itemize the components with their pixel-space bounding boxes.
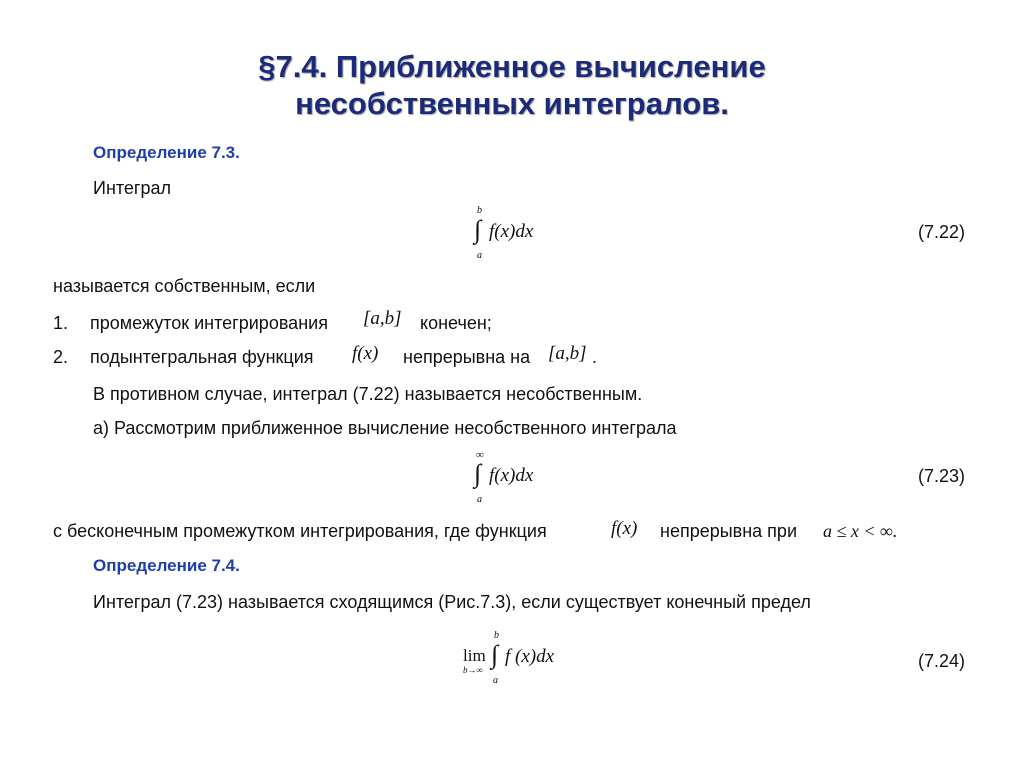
eq-7-24-lim-subscript: b→∞ — [463, 665, 483, 675]
eq-number-7-24: (7.24) — [918, 651, 966, 671]
item-2-text: подынтегральная функция — [90, 347, 314, 367]
item-1-interval: [a,b] — [363, 308, 402, 329]
eq-7-24-lim: lim — [463, 646, 486, 665]
integral-sign: ∫ — [474, 215, 482, 244]
eq-7-24-body: f (x)dx — [505, 646, 555, 667]
eq-7-22-lower-limit: a — [477, 250, 482, 261]
eq-7-23-body: f(x)dx — [489, 465, 534, 486]
eq-7-22-upper-limit: b — [477, 205, 482, 216]
eq-number-7-23: (7.23) — [918, 466, 966, 486]
infinite-function: f(x) — [611, 518, 638, 539]
otherwise-text: В противном случае, интеграл (7.22) называется несобственным. — [93, 384, 643, 404]
item-2-function: f(x) — [352, 343, 379, 364]
integral-intro-text: Интеграл — [93, 178, 172, 198]
infinite-condition: a ≤ x < ∞. — [823, 521, 898, 541]
eq-7-22-body: f(x)dx — [489, 221, 534, 242]
integral-sign: ∫ — [491, 640, 499, 669]
definition-7-4-label: Определение 7.4. — [93, 556, 240, 575]
item-1-number: 1. — [53, 313, 69, 333]
convergent-definition-text: Интеграл (7.23) называется сходящимся (Рис.7.3), если существует конечный предел — [93, 592, 811, 612]
infinite-interval-text: с бесконечным промежутком интегрирования, где функция — [53, 521, 547, 541]
item-2-tail: . — [592, 347, 598, 367]
item-2-mid: непрерывна на — [403, 347, 531, 367]
eq-number-7-22: (7.22) — [918, 222, 966, 242]
eq-7-23-lower-limit: a — [477, 494, 482, 505]
definition-7-3-label: Определение 7.3. — [93, 143, 240, 162]
item-2-number: 2. — [53, 347, 69, 367]
eq-7-23-upper-limit: ∞ — [476, 449, 484, 461]
integral-sign: ∫ — [474, 459, 482, 488]
eq-7-24-lower-limit: a — [493, 675, 498, 686]
item-1-text: промежуток интегрирования — [90, 313, 328, 333]
eq-7-24-upper-limit: b — [494, 630, 499, 641]
infinite-continuous-text: непрерывна при — [660, 521, 797, 541]
item-1-tail: конечен; — [420, 313, 492, 333]
item-2-interval: [a,b] — [548, 343, 587, 364]
consider-text: а) Рассмотрим приближенное вычисление несобственного интеграла — [93, 418, 677, 438]
proper-condition-text: называется собственным, если — [53, 276, 316, 296]
slide-title-line2: несобственных интегралов. — [295, 86, 729, 121]
slide-title-line1: §7.4. Приближенное вычисление — [258, 49, 766, 84]
